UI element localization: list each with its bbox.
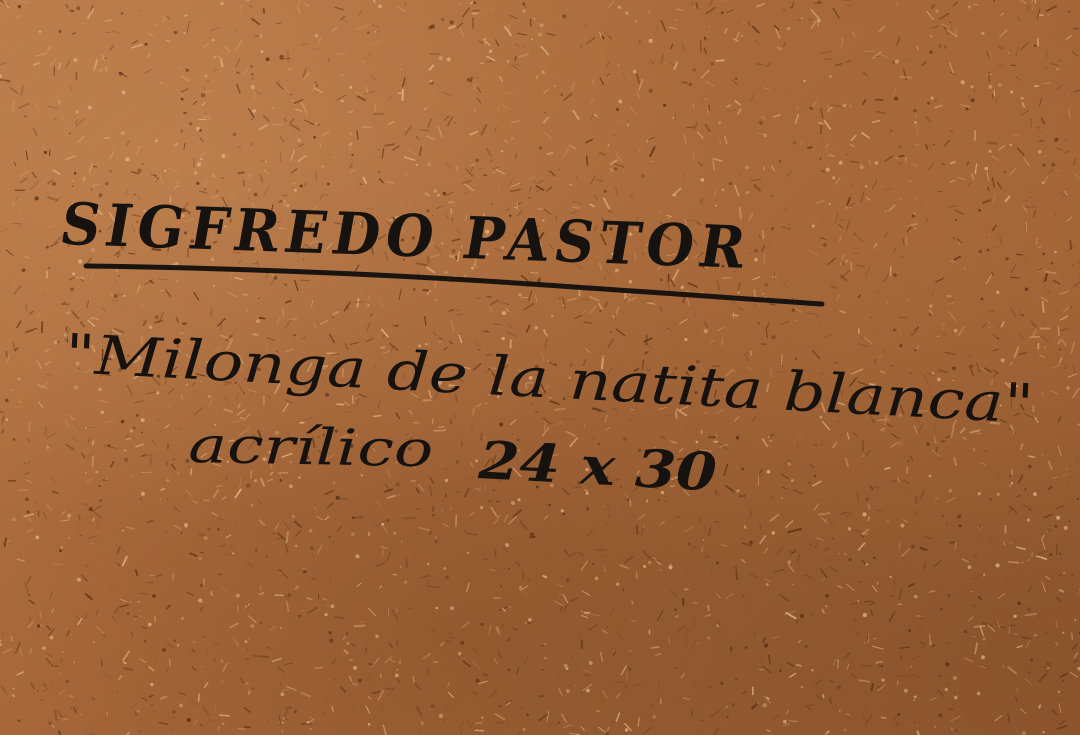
dimensions-label: 24 x 30 — [477, 430, 693, 503]
artwork-title: "Milonga de la natita blanca" — [63, 322, 865, 427]
artist-name: SIGFREDO PASTOR — [55, 189, 798, 284]
medium-label: acrílico — [187, 416, 377, 478]
